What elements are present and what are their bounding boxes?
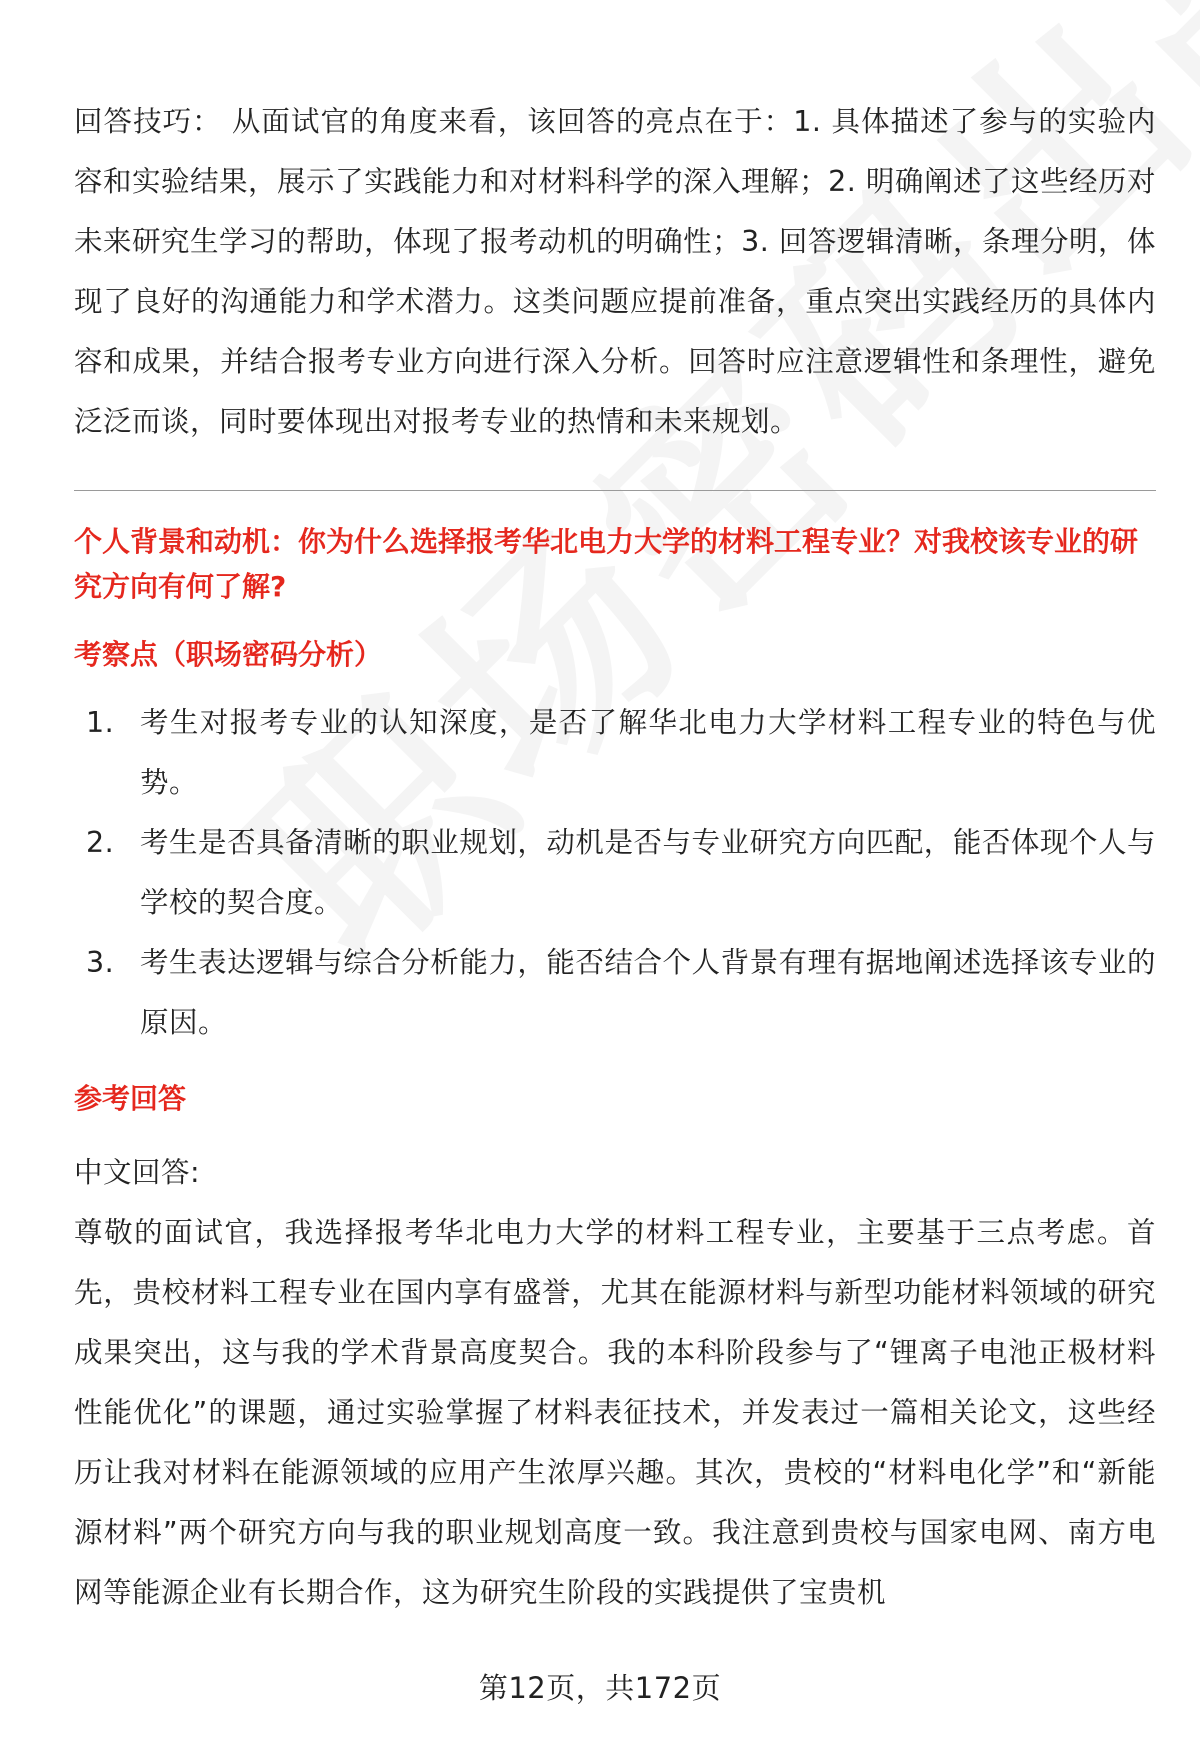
answer-language-label: 中文回答: — [74, 1156, 201, 1189]
list-item-text: 考生是否具备清晰的职业规划，动机是否与专业研究方向匹配，能否体现个人与学校的契合度。 — [140, 826, 1156, 919]
section-divider — [74, 490, 1156, 491]
list-item-text: 考生对报考专业的认知深度，是否了解华北电力大学材料工程专业的特色与优势。 — [140, 706, 1156, 799]
answer-tips-paragraph: 回答技巧： 从面试官的角度来看，该回答的亮点在于：1. 具体描述了参与的实验内容和实验结果，展示了实践能力和对材料科学的深入理解；2. 明确阐述了这些经历对未来研究生学习的帮助，体现了报考动机的明确性；3. 回答逻辑清晰，条理分明，体现了良好的沟通能力和学术潜力。这类问题应提前准备，重点突出实践经历的具体内容和成果，并结合报考专业方向进行深入分析。回答时应注意逻辑性和条理性，避免泛泛而谈，同时要体现出对报考专业的热情和未来规划。 — [74, 105, 1156, 438]
list-item-number: 3. — [86, 946, 115, 979]
reference-answer-paragraph: 尊敬的面试官，我选择报考华北电力大学的材料工程专业，主要基于三点考虑。首先，贵校材料工程专业在国内享有盛誉，尤其在能源材料与新型功能材料领域的研究成果突出，这与我的学术背景高度契合。我的本科阶段参与了“锂离子电池正极材料性能优化”的课题，通过实验掌握了材料表征技术，并发表过一篇相关论文，这些经历让我对材料在能源领域的应用产生浓厚兴趣。其次，贵校的“材料电化学”和“新能源材料”两个研究方向与我的职业规划高度一致。我注意到贵校与国家电网、南方电网等能源企业有长期合作，这为研究生阶段的实践提供了宝贵机 — [74, 1216, 1156, 1609]
list-item-text: 考生表达逻辑与综合分析能力，能否结合个人背景有理有据地阐述选择该专业的原因。 — [140, 946, 1156, 1039]
document-body — [74, 92, 1156, 1623]
list-item-number: 2. — [86, 826, 115, 859]
list-item — [74, 933, 1156, 1053]
list-item-number: 1. — [86, 706, 115, 739]
focus-heading: 考察点（职场密码分析） — [74, 638, 383, 671]
page-number: 第12页，共172页 — [478, 1671, 722, 1705]
list-item — [74, 693, 1156, 813]
focus-points-list — [74, 693, 1156, 1053]
question-title: 个人背景和动机：你为什么选择报考华北电力大学的材料工程专业？对我校该专业的研究方向有何了解? — [74, 525, 1139, 603]
reference-answer-heading: 参考回答 — [74, 1082, 187, 1115]
list-item — [74, 813, 1156, 933]
